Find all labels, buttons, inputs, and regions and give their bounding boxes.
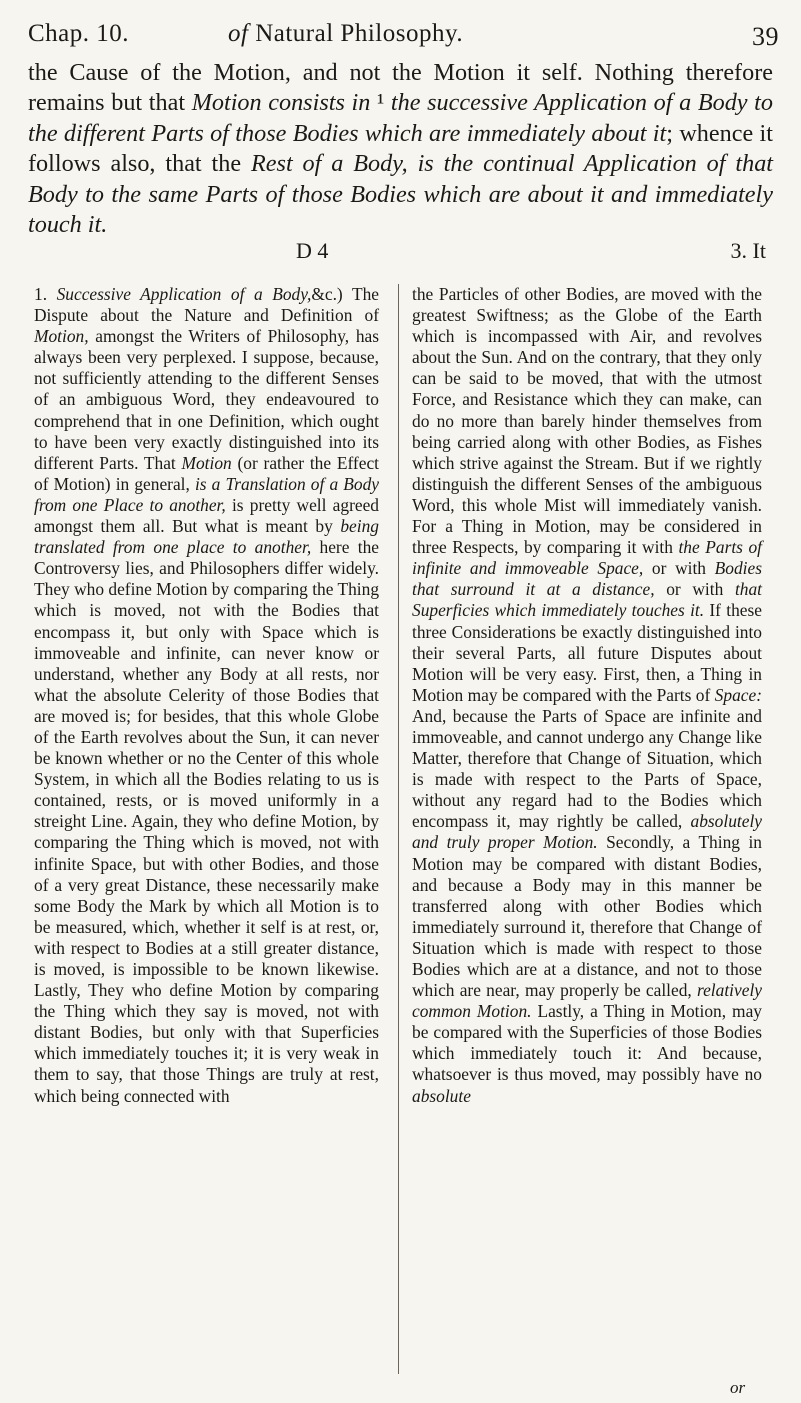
left-column-segment: (or rather the Effect of Motion) in general, [34,452,379,494]
left-column-segment: 1. [34,284,57,304]
left-column-segment: is pretty well agreed amongst them all. But what is meant by [34,494,379,537]
right-column-segment: Lastly, a Thing in Motion, may be compared with the Superficies of those Bodies which immediately touch it: And because, whatsoever is thus moved, may possibly have no [412,1001,762,1085]
left-column-segment: amongst the Writers of Philosophy, has always been very perplexed. I suppose, because, not sufficiently attending to the different Senses of an ambiguous Word, they endeavoured to comprehend that in one Definition, which ought to have been very exactly distinguished into its different Parts. That [34,326,379,473]
signature-mark: D 4 [296,238,329,263]
main-text-segment: the Cause of the Motion, and not the Motion it self. Nothing therefore remains but that [28,59,773,117]
left-column-segment: Motion, [34,326,89,347]
footnote-right-text [412,284,762,1107]
right-column-segment: And, because the Parts of Space are infinite and immoveable, and cannot undergo any Change like Matter, therefore that Change of Situation, which is made with respect to the Parts of Space, without any regard had to the Bodies which encompass it, may rightly be called, [412,705,762,832]
main-text-segment: the successive Application of a Body to the different Parts of those Bodies which are immediately about it [28,89,773,147]
running-title-text: Natural Philosophy. [248,20,464,47]
main-text-segment: ¹ [370,89,391,117]
right-column-segment: relatively common Motion. [412,980,762,1022]
footnote-left-column [34,284,379,1107]
right-column-segment: absolutely and truly proper Motion. [412,811,762,853]
main-paragraph [28,58,773,240]
footnote-catchword: or [730,1378,746,1397]
right-column-segment: the Particles of other Bodies, are moved with the greatest Swiftness; as the Globe of the Earth which is incompassed with Air, and revolves about the Sun. And on the contrary, that they only can be said to be moved, that with the utmost Force, and Resistance which they can make, can do no more than barely hinder themselves from being carried along with other Bodies, as Fishes which strive against the Stream. But if we rightly distinguish the different Senses of the ambiguous Word, this whole Mist will immediately vanish. For a Thing in Motion, may be considered in three Respects, by comparing it with [412,284,762,558]
left-column-segment: Motion [181,452,232,473]
footnote-right-column [412,284,762,1107]
right-column-segment: If these three Considerations be exactly distinguished into their several Parts, all future Disputes about Motion will be very easy. First, then, a Thing in Motion may be compared with the Parts of [412,600,762,705]
right-column-segment: absolute [412,1085,471,1106]
main-paragraph-text [28,58,773,240]
column-divider [398,284,399,1374]
running-title-italic: of [228,20,249,47]
right-column-segment: Bodies that surround it at a distance, [412,558,762,600]
left-column-segment: here the Controversy lies, and Philosophers differ widely. They who define Motion by comparing the Thing which is moved, not with the Bodies that encompass it, but only with Space which is immoveable and infinite, can never know or understand, whether any Body at all rests, nor what the absolute Celerity of those Bodies that are moved is; for besides, that this whole Globe of the Earth revolves about the Sun, it can never be known whether or no the Center of this whole System, in which all the Bodies relating to us is contained, rests, or is moved uniformly in a streight Line. Again, they who define Motion, by comparing the Thing which is moved, not with infinite Space, but with other Bodies, and those of a very great Distance, these necessarily make some Body the Mark by which all Motion is to be measured, which, whether it self is at rest, or, with respect to Bodies at a still greater distance, is moved, is impossible to be known likewise. Lastly, They who define Motion by comparing the Thing which they say is moved, not with distant Bodies, but only with that Superficies which immediately touches it; it is very weak in them to say, that those Things are truly at rest, which being connected with [34,537,380,1106]
catchword: 3. It [730,238,766,263]
right-column-segment: or with [643,558,715,579]
running-head [28,20,779,60]
left-column-segment: &c.) The Dispute about the Nature and Definition of [34,284,379,326]
right-column-segment: Space: [714,684,762,705]
page-number: 39 [752,22,779,51]
right-column-segment: that Superficies which immediately touches it. [412,579,762,621]
left-column-segment: is a Translation of a Body from one Place to another, [34,473,379,515]
left-column-segment: being translated from one place to another, [34,516,379,558]
right-column-segment: or with [654,579,735,600]
footnote-left-text [34,284,379,1107]
left-column-segment: Successive Application of a Body, [56,284,312,304]
right-column-segment: the Parts of infinite and immoveable Space, [412,537,762,579]
main-text-segment: Motion consists in [191,89,371,117]
running-title [228,20,463,48]
right-column-segment: Secondly, a Thing in Motion may be compared with distant Bodies, and because a Body may in this manner be transferred along with other Bodies which immediately surround it, therefore that Change of Situation which is made with respect to those Bodies which are at a distance, and not to those which are near, may properly be called, [412,832,762,1001]
chapter-label: Chap. 10. [28,20,130,47]
main-text-segment: ; whence it follows also, that the [28,119,773,178]
main-text-segment: Rest of a Body, is the continual Application of that Body to the same Parts of those Bodies which are about it and immediately touch it. [28,150,774,239]
signature-line [296,238,776,270]
